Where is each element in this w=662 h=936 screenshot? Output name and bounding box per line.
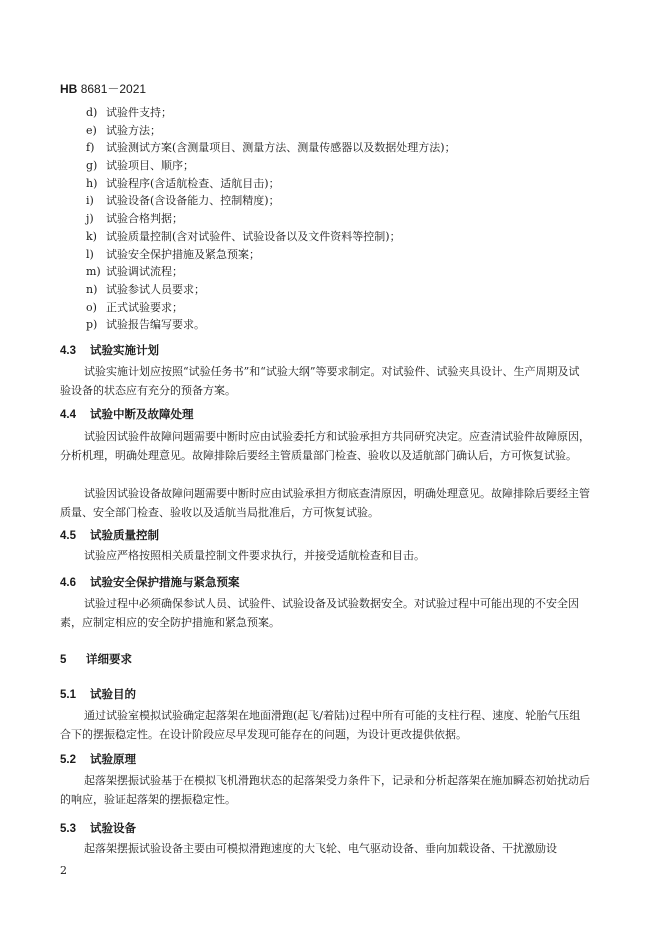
list-item: g) 试验项目、顺序； (86, 159, 194, 173)
page-number: 2 (60, 864, 67, 877)
section-5-3-paragraph: 起落架摆振试验设备主要由可模拟滑跑速度的大飞轮、电气驱动设备、垂向加载设备、干扰激励设 (84, 842, 557, 855)
list-item: m) 试验调试流程； (86, 265, 183, 279)
section-4-4-paragraph-1: 试验因试验件故障问题需要中断时应由试验委托方和试验承担方共同研究决定。应查清试验件故障原因，分析机理，明确处理意见。故障排除后要经主管质量部门检查、验收以及适航部门确认后，方可恢复试验。 (60, 430, 590, 462)
section-5-2-paragraph: 起落架摆振试验基于在模拟飞机滑跑状态的起落架受力条件下，记录和分析起落架在施加瞬态初始扰动后的响应，验证起落架的摆振稳定性。 (60, 774, 590, 806)
list-item: f) 试验测试方案(含测量项目、测量方法、测量传感器以及数据处理方法)； (86, 141, 456, 155)
list-item: p) 试验报告编写要求。 (86, 318, 205, 332)
section-5-heading: 5 详细要求 (60, 654, 132, 666)
section-4-4-heading: 4.4 试验中断及故障处理 (60, 409, 194, 421)
list-item: i) 试验设备(含设备能力、控制精度)； (86, 194, 280, 208)
list-item: k) 试验质量控制(含对试验件、试验设备以及文件资料等控制)； (86, 229, 401, 243)
requirement-list (86, 104, 456, 334)
section-4-6-paragraph: 试验过程中必须确保参试人员、试验件、试验设备及试验数据安全。对试验过程中可能出现的不安全因素，应制定相应的安全防护措施和紧急预案。 (60, 597, 579, 629)
standard-code: HB (60, 82, 78, 96)
section-5-1-paragraph: 通过试验室模拟试验确定起落架在地面滑跑(起飞/着陆)过程中所有可能的支柱行程、速度、轮胎气压组合下的摆振稳定性。在设计阶段应尽早发现可能存在的问题，为设计更改提供依据。 (60, 709, 581, 741)
section-4-4-paragraph-2: 试验因试验设备故障问题需要中断时应由试验承担方彻底查清原因，明确处理意见。故障排除后要经主管质量、安全部门检查、验收以及适航当局批准后，方可恢复试验。 (60, 487, 590, 519)
section-4-6-heading: 4.6 试验安全保护措施与紧急预案 (60, 577, 240, 589)
list-item: j) 试验合格判据； (86, 212, 183, 226)
list-item: l) 试验安全保护措施及紧急预案； (86, 247, 260, 261)
section-5-1-heading: 5.1 试验目的 (60, 689, 136, 701)
list-item: n) 试验参试人员要求； (86, 282, 205, 296)
list-item: o) 正式试验要求； (86, 300, 183, 314)
section-4-5-paragraph: 试验应严格按照相关质量控制文件要求执行，并接受适航检查和目击。 (84, 549, 425, 562)
section-4-3-heading: 4.3 试验实施计划 (60, 345, 159, 357)
section-4-5-heading: 4.5 试验质量控制 (60, 530, 159, 542)
section-5-3-heading: 5.3 试验设备 (60, 823, 136, 835)
list-item: d) 试验件支持； (86, 106, 172, 119)
list-item: h) 试验程序(含适航检查、适航目击)； (86, 176, 280, 190)
section-4-3-paragraph: 试验实施计划应按照“试验任务书”和“试验大纲”等要求制定。对试验件、试验夹具设计、生产周期及试验设备的状态应有充分的预备方案。 (60, 365, 580, 397)
standard-number: 8681－2021 (80, 82, 147, 96)
document-header (60, 80, 146, 97)
section-5-2-heading: 5.2 试验原理 (60, 754, 136, 766)
list-item: e) 试验方法； (86, 123, 161, 137)
